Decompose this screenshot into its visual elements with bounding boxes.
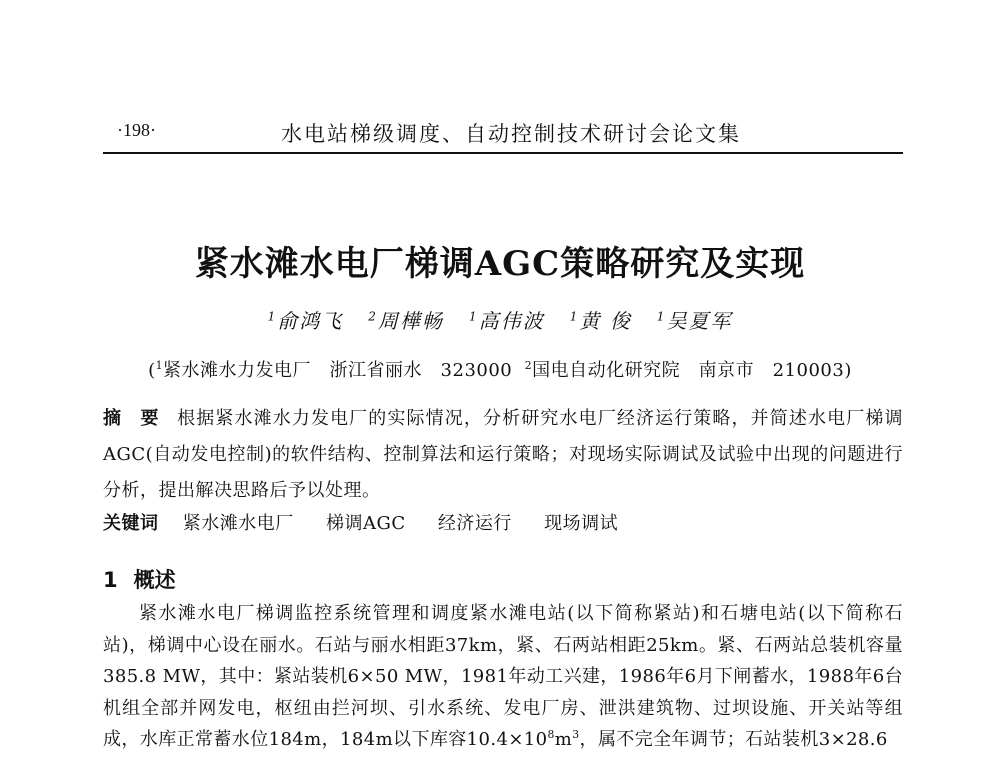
keyword: 现场调试 <box>544 513 619 534</box>
body-paragraph <box>103 598 903 756</box>
author-affiliation-mark: 2 <box>368 309 378 324</box>
abstract-label: 摘 要 <box>103 408 166 429</box>
affiliation-mark: 2 <box>524 359 533 372</box>
affiliation-close-paren: ) <box>844 360 852 381</box>
author <box>570 309 632 333</box>
paper-title: 紧水滩水电厂梯调AGC策略研究及实现 <box>194 244 806 284</box>
section-title: 概述 <box>133 568 176 592</box>
affiliation-2: 国电自动化研究院 南京市 210003 <box>532 360 845 381</box>
keyword: 经济运行 <box>437 513 512 534</box>
keyword: 梯调AGC <box>325 513 406 534</box>
keywords <box>103 506 903 542</box>
author-affiliation-mark: 1 <box>469 309 479 324</box>
affiliation-mark: 1 <box>155 359 164 372</box>
author-affiliation-mark: 1 <box>267 309 278 324</box>
page-number: ·198· <box>117 120 156 140</box>
author-affiliation-mark: 1 <box>569 309 580 324</box>
affiliation-1: 紧水滩水力发电厂 浙江省丽水 323000 <box>163 360 513 381</box>
body-text-part: ，属不完全年调节；石站装机3×28.6 <box>579 729 888 750</box>
header-rule <box>103 152 903 154</box>
abstract-text: 根据紧水滩水力发电厂的实际情况，分析研究水电厂经济运行策略，并简述水电厂梯调AGC(自动发电控制)的软件结构、控制算法和运行策略；对现场实际调试及试验中出现的问题进行分析，提出解决思路后予以处理。 <box>103 408 903 501</box>
section-heading <box>103 564 903 594</box>
author-name: 吴夏军 <box>666 309 733 333</box>
author-list <box>0 305 1000 334</box>
author-affiliation-mark: 1 <box>656 309 667 324</box>
journal-title: 水电站梯级调度、自动控制技术研讨会论文集 <box>281 122 741 146</box>
abstract <box>103 401 903 509</box>
keywords-label: 关键词 <box>103 513 159 534</box>
body-text-part: 紧水滩水电厂梯调监控系统管理和调度紧水滩电站(以下简称紧站)和石塘电站(以下简称石站)，梯调中心设在丽水。石站与丽水相距37km，紧、石两站相距25km。紧、石两站总装机容量385.8 MW，其中：紧站装机6×50 MW，1981年动工兴建，1986年6月下闸蓄水，1988年6台机组全部并网发电，枢纽由拦河坝、引水系统、发电厂房、泄洪建筑物、过坝设施、开关站等组成，水库正常蓄水位184m，184m以下库容10.4×10 <box>103 603 903 750</box>
author-name: 周樺畅 <box>377 309 444 333</box>
author-name: 黄 俊 <box>579 309 632 333</box>
author-name: 俞鸿飞 <box>277 309 344 333</box>
running-header <box>103 116 903 152</box>
exponent: 8 <box>547 728 555 741</box>
author <box>469 309 545 333</box>
exponent: 3 <box>572 728 580 741</box>
affiliation-open-paren: ( <box>148 360 156 381</box>
author-name: 高伟波 <box>478 309 545 333</box>
author <box>268 309 344 333</box>
affiliations <box>0 356 1000 382</box>
body-text-part: m <box>554 729 573 750</box>
author <box>657 309 733 333</box>
author <box>368 309 444 333</box>
keyword: 紧水滩水电厂 <box>182 513 294 534</box>
section-number: 1 <box>103 568 118 592</box>
